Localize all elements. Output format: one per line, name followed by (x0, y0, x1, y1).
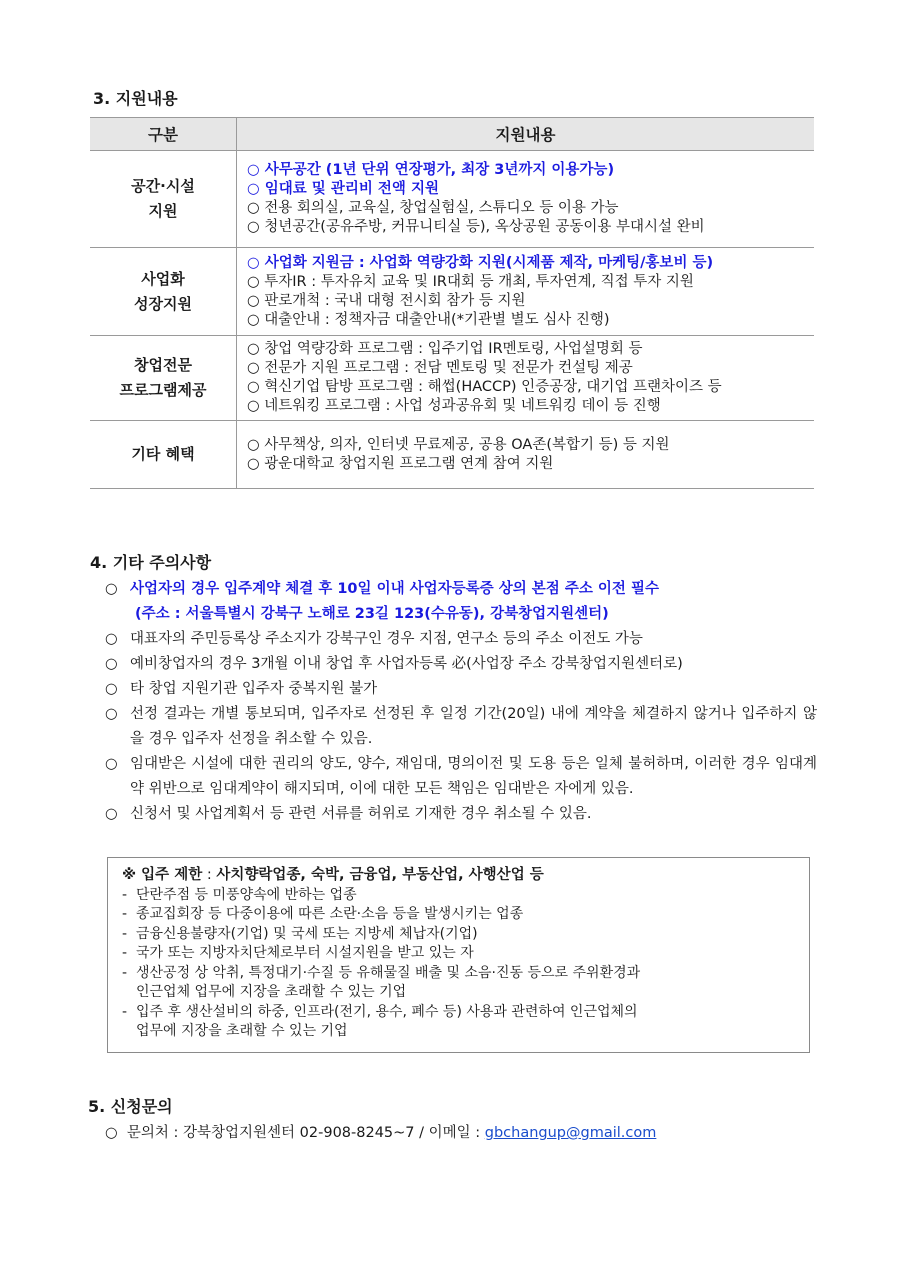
restriction-dash: - (122, 886, 128, 903)
notes-list (105, 577, 817, 827)
support-item: ○ 네트워킹 프로그램 : 사업 성과공유회 및 네트워킹 데이 등 진행 (247, 398, 661, 414)
support-category (90, 336, 237, 421)
note-line: 예비창업자의 경우 3개월 이내 창업 후 사업자등록 必(사업장 주소 강북창업지원센터로) (130, 656, 683, 672)
restriction-dash: - (122, 964, 128, 981)
restriction-line: 금융신용불량자(기업) 및 국세 또는 지방세 체납자(기업) (136, 925, 478, 942)
category-line: 공간·시설 (131, 177, 195, 195)
restriction-title-separator: : (202, 867, 217, 883)
support-item: ○ 사무책상, 의자, 인터넷 무료제공, 공용 OA존(복합기 등) 등 지원 (247, 436, 670, 453)
restriction-line: 국가 또는 지방자치단체로부터 시설지원을 받고 있는 자 (136, 945, 474, 961)
support-item: ○ 청년공간(공유주방, 커뮤니티실 등), 옥상공원 공동이용 부대시설 완비 (247, 219, 705, 235)
category-line: 지원 (148, 202, 178, 220)
note-item (105, 802, 817, 827)
support-category (90, 421, 237, 489)
support-content (237, 336, 815, 421)
support-item: ○ 광운대학교 창업지원 프로그램 연계 참여 지원 (247, 455, 554, 472)
restriction-line: 종교집회장 등 다중이용에 따른 소란·소음 등을 발생시키는 업종 (136, 906, 524, 922)
restriction-line: 생산공정 상 악취, 특정대기·수질 등 유해물질 배출 및 소음·진동 등으로 주위환경과 (136, 964, 641, 981)
support-table (90, 117, 814, 489)
restriction-item (122, 905, 797, 925)
category-line: 사업화 (141, 269, 185, 288)
restriction-dash: - (122, 1003, 128, 1020)
section5-title: 5. 신청문의 (88, 1097, 173, 1116)
support-table-body (90, 151, 814, 489)
support-category (90, 151, 237, 248)
note-item (105, 652, 817, 677)
support-item: ○ 창업 역량강화 프로그램 : 입주기업 IR멘토링, 사업설명회 등 (247, 341, 643, 357)
note-item (105, 702, 817, 752)
support-item: ○ 전용 회의실, 교육실, 창업실험실, 스튜디오 등 이용 가능 (247, 200, 619, 216)
support-content (237, 248, 815, 336)
note-bullet: ○ (105, 806, 118, 822)
header-content: 지원내용 (237, 118, 815, 151)
note-line: 타 창업 지원기관 입주자 중복지원 불가 (130, 681, 378, 697)
note-bullet: ○ (105, 631, 118, 647)
restriction-dash: - (122, 945, 128, 961)
restriction-line: 업무에 지장을 초래할 수 있는 기업 (136, 1023, 348, 1039)
restriction-line: 입주 후 생산설비의 하중, 인프라(전기, 용수, 폐수 등) 사용과 관련하여 인근업체의 (136, 1003, 638, 1020)
note-bullet: ○ (105, 681, 118, 697)
support-item: ○ 사업화 지원금 : 사업화 역량강화 지원(시제품 제작, 마케팅/홍보비 등) (247, 254, 714, 271)
category-line: 창업전문 (134, 356, 192, 374)
contact-label: 문의처 : 강북창업지원센터 02-908-8245~7 / 이메일 : (126, 1125, 485, 1141)
contact-bullet: ○ (105, 1125, 118, 1141)
email-link[interactable]: gbchangup@gmail.com (484, 1125, 657, 1141)
note-item (105, 677, 817, 702)
restriction-box (107, 857, 810, 1053)
header-category: 구분 (90, 118, 237, 151)
note-bullet: ○ (105, 656, 118, 672)
contact-line (105, 1121, 656, 1142)
support-item: ○ 전문가 지원 프로그램 : 전담 멘토링 및 전문가 컨설팅 제공 (247, 360, 633, 376)
note-line: (주소 : 서울특별시 강북구 노해로 23길 123(수유동), 강북창업지원센터) (135, 606, 609, 622)
support-row (90, 421, 814, 489)
restriction-item (122, 886, 797, 906)
category-line: 성장지원 (134, 294, 192, 313)
support-item: ○ 혁신기업 탐방 프로그램 : 해썹(HACCP) 인증공장, 대기업 프랜차이즈 등 (247, 379, 722, 395)
restriction-line: 단란주점 등 미풍양속에 반하는 업종 (136, 886, 357, 903)
restriction-title-rest: 사치향락업종, 숙박, 금융업, 부동산업, 사행산업 등 (216, 867, 544, 883)
restriction-item (122, 944, 797, 964)
support-item: ○ 대출안내 : 정책자금 대출안내(*기관별 별도 심사 진행) (247, 311, 610, 328)
note-item (105, 627, 817, 652)
note-line: 사업자의 경우 입주계약 체결 후 10일 이내 사업자등록증 상의 본점 주소 이전 필수 (130, 581, 659, 597)
support-item: ○ 사무공간 (1년 단위 연장평가, 최장 3년까지 이용가능) (247, 162, 615, 178)
note-bullet: ○ (105, 756, 118, 772)
restriction-item (122, 925, 797, 945)
note-line: 임대받은 시설에 대한 권리의 양도, 양수, 재임대, 명의이전 및 도용 등은 일체 불허하며, 이러한 경우 임대계약 위반으로 임대계약이 해지되며, 이에 대한 모든 책임은 임대받은 자에게 있음. (130, 756, 817, 797)
note-line: 대표자의 주민등록상 주소지가 강북구인 경우 지점, 연구소 등의 주소 이전도 가능 (130, 631, 643, 647)
restriction-item (122, 964, 797, 1003)
note-item (105, 577, 817, 627)
note-bullet: ○ (105, 581, 118, 597)
support-content (237, 421, 815, 489)
support-content (237, 151, 815, 248)
category-line: 프로그램제공 (119, 381, 207, 399)
note-line: 신청서 및 사업계획서 등 관련 서류를 허위로 기재한 경우 취소될 수 있음. (130, 806, 592, 822)
restriction-item (122, 1003, 797, 1042)
section4-title: 4. 기타 주의사항 (90, 553, 212, 572)
section3-title: 3. 지원내용 (93, 89, 178, 108)
restriction-dash: - (122, 906, 128, 922)
support-row (90, 336, 814, 421)
support-row (90, 151, 814, 248)
restriction-line: 인근업체 업무에 지장을 초래할 수 있는 기업 (136, 984, 407, 1000)
category-line: 기타 혜택 (131, 445, 195, 463)
restriction-title (122, 866, 797, 886)
support-category (90, 248, 237, 336)
note-item (105, 752, 817, 802)
restriction-items (122, 886, 797, 1042)
restriction-dash: - (122, 925, 128, 942)
support-row (90, 248, 814, 336)
support-item: ○ 임대료 및 관리비 전액 지원 (247, 181, 439, 197)
restriction-title-prefix: ※ 입주 제한 (122, 867, 203, 883)
note-line: 선정 결과는 개별 통보되며, 입주자로 선정된 후 일정 기간(20일) 내에 계약을 체결하지 않거나 입주하지 않을 경우 입주자 선정을 취소할 수 있음. (130, 706, 817, 747)
support-item: ○ 투자IR : 투자유치 교육 및 IR대회 등 개최, 투자연계, 직접 투자 지원 (247, 273, 694, 290)
support-item: ○ 판로개척 : 국내 대형 전시회 참가 등 지원 (247, 292, 526, 309)
note-bullet: ○ (105, 706, 118, 722)
